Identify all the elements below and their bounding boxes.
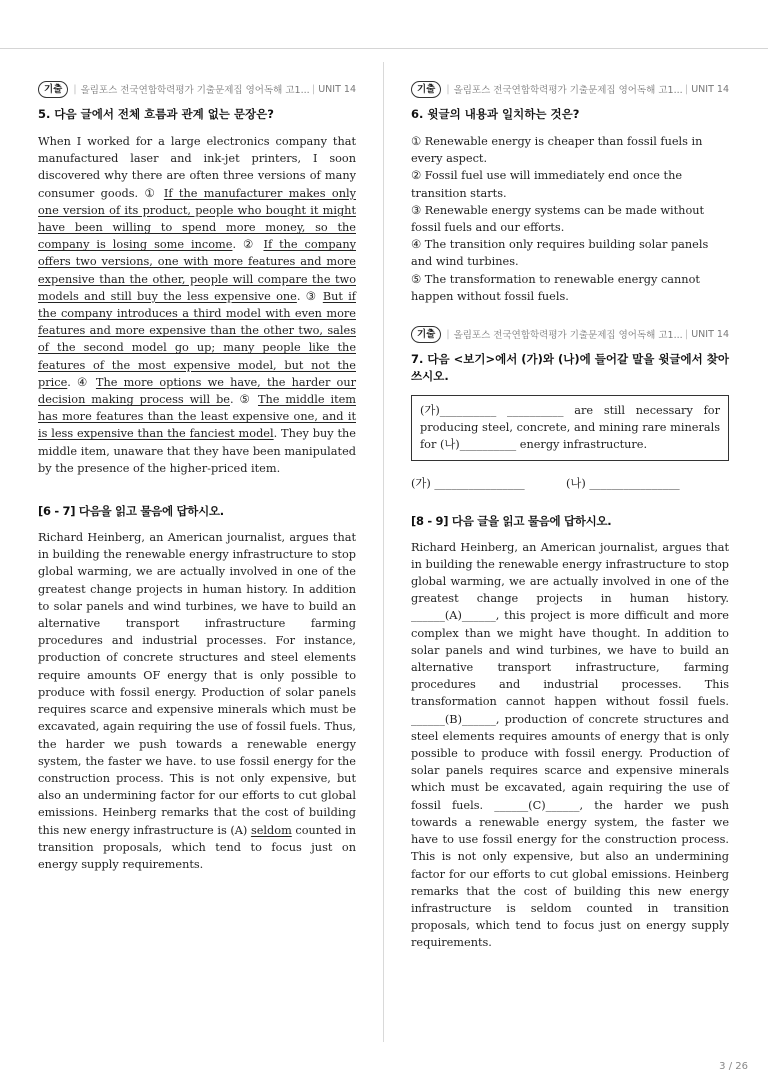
q6-option-5: ⑤ The transformation to renewable energy cannot happen without fossil fuels. bbox=[411, 272, 700, 303]
source-text: 올림포스 전국연합학력평가 기출문제집 영어독해 고1... bbox=[453, 330, 683, 342]
q6-option-2: ② Fossil fuel use will immediately end once the transition starts. bbox=[411, 169, 683, 200]
left-column bbox=[38, 80, 356, 873]
source-badge: 기출 bbox=[38, 81, 68, 98]
top-rule bbox=[0, 48, 768, 49]
sentence-5: The middle item has more features than the least expensive one, and it is less expensive than the fanciest model bbox=[38, 393, 357, 441]
section-8-9-passage: Richard Heinberg, an American journalist, argues that in building the renewable energy infrastructure to stop global warming, we are actually involved in one of the greatest change projects in human history. ______(A)______, this project is more difficult and more complex than we might have thought. In addition to solar panels and wind turbines, we have to build an alternative transport infrastructure, farming procedures and industrial processes. This transformation cannot happen without fossil fuels. ______(B)______, production of concrete structures and steel elements requires amounts of energy that is only possible to produce with fossil energy. Production of solar panels requires scarce and expensive minerals which must be excavated, again requiring the use of fossil fuels. ______(C)______, the harder we push towards a renewable energy system, the faster we have to use fossil energy for the construction process. This is not only expensive, but also an undermining factor for our efforts to cut global emissions. Heinberg remarks that the cost of building this new energy infrastructure is seldom counted in transition proposals, which tend to focus just on energy supply requirements. bbox=[411, 540, 729, 950]
source-badge: 기출 bbox=[411, 81, 441, 98]
example-box: (가)__________ __________ are still necessary for producing steel, concrete, and mining rare minerals for (나)__________ energy infrastructure. bbox=[411, 395, 729, 461]
source-bar bbox=[38, 80, 356, 98]
passage-part-a: Richard Heinberg, an American journalist, argues that in building the renewable energy infrastructure to stop global warming, we are actually involved in one of the greatest change projects in human history. In addition to solar panels and wind turbines, we have to build an alternative transport infrastructure farming procedures and industrial processes. For instance, production of concrete structures and steel elements require amounts OF energy that is only possible to produce with fossil energy. Production of solar panels requires scarce and expensive minerals which must be excavated, again requiring the use of fossil fuels. Thus, the harder we push towards a renewable energy system, the faster we have. to use fossil energy for the construction process. This is not only expensive, but also an undermining factor for our efforts to cut global emissions. Heinberg remarks that the cost of building this new energy infrastructure is (A) bbox=[38, 531, 356, 837]
option-number-1: ① bbox=[144, 186, 158, 200]
option-number-2: ② bbox=[243, 238, 257, 252]
answer-blanks bbox=[411, 475, 729, 491]
source-bar-q6 bbox=[411, 80, 729, 98]
question-7-title: 7. 다음 <보기>에서 (가)와 (나)에 들어갈 말을 윗글에서 찾아 쓰시오. bbox=[411, 352, 729, 384]
right-column bbox=[411, 80, 729, 952]
page-number: 3 / 26 bbox=[719, 1061, 748, 1072]
answer-blank-na[interactable]: (나) ________________ bbox=[566, 476, 680, 490]
source-text: 올림포스 전국연합학력평가 기출문제집 영어독해 고1... bbox=[453, 85, 683, 96]
sentence-3: But if the company introduces a third model with even more features and more expensive than the other two, sales of the second model go up; many people like the features of the most expensive model, but not the price bbox=[38, 289, 356, 389]
unit-label: | UNIT 14 bbox=[685, 84, 729, 95]
option-number-5: ⑤ bbox=[239, 393, 253, 407]
q6-option-1: ① Renewable energy is cheaper than fossil fuels in every aspect. bbox=[411, 135, 703, 166]
passage-part-b: counted in transition proposals, which tend to focus just on energy supply requirements. bbox=[38, 823, 357, 871]
section-8-9-title: [8 - 9] 다음 글을 읽고 물음에 답하시오. bbox=[411, 513, 612, 528]
unit-label: | UNIT 14 bbox=[685, 329, 729, 340]
question-5-passage: When I worked for a large electronics company that manufactured laser and ink-jet printers, I soon discovered why there are often three versions of many consumer goods. ① If the manufacturer makes only one version of its product, people who bought it might have been willing to spend more money, so the company is losing some income. ② If the company offers two versions, one with more features and more expensive than the other, people will compare the two models and still buy the less expensive one. ③ But if the company introduces a third model with even more features and more expensive than the other two, sales of the second model go up; many people like the features of the most expensive model, but not the price. ④ The more options we have, the harder our decision making process will be. ⑤ The middle item has more features than the least expensive one, and it is less expensive than the fanciest model. They buy the middle item, unaware that they have been manipulated by the presence of the higher-priced item. bbox=[38, 135, 357, 475]
sentence-2: If the company offers two versions, one with more features and more expensive than the other, people will compare the two models and still buy the less expensive one bbox=[38, 238, 357, 303]
section-6-7-title: [6 - 7] 다음을 읽고 물음에 답하시오. bbox=[38, 504, 224, 519]
column-divider bbox=[383, 62, 384, 1042]
source-separator: | bbox=[73, 83, 77, 95]
q6-option-3: ③ Renewable energy systems can be made without fossil fuels and our efforts. bbox=[411, 203, 705, 235]
source-separator: | bbox=[446, 83, 450, 95]
sentence-4: The more options we have, the harder our decision making process will be bbox=[38, 375, 356, 407]
source-text: 올림포스 전국연합학력평가 기출문제집 영어독해 고1... bbox=[80, 85, 310, 96]
q6-option-4: ④ The transition only requires building solar panels and wind turbines. bbox=[411, 238, 709, 269]
question-5-title: 5. 다음 글에서 전체 흐름과 관계 없는 문장은? bbox=[38, 107, 274, 121]
source-badge: 기출 bbox=[411, 326, 441, 343]
question-6-title: 6. 윗글의 내용과 일치하는 것은? bbox=[411, 107, 580, 121]
passage-ending: They buy the middle item, unaware that they have been manipulated by the presence of the higher-priced item. bbox=[38, 427, 356, 475]
option-number-4: ④ bbox=[77, 375, 90, 389]
option-number-3: ③ bbox=[305, 289, 318, 303]
source-bar-q7 bbox=[411, 325, 729, 343]
unit-label: | UNIT 14 bbox=[312, 84, 356, 95]
underlined-word: seldom bbox=[250, 823, 292, 837]
source-separator: | bbox=[446, 328, 450, 340]
sentence-1: If the manufacturer makes only one version of its product, people who bought it might have been willing to spend more money, so the company is losing some income bbox=[38, 186, 356, 252]
section-6-7-passage bbox=[38, 529, 356, 873]
passage-intro: When I worked for a large electronics company that manufactured laser and ink-jet printers, I soon discovered why there are often three versions of many consumer goods. bbox=[38, 135, 356, 200]
answer-blank-ga[interactable]: (가) ________________ bbox=[411, 476, 525, 490]
